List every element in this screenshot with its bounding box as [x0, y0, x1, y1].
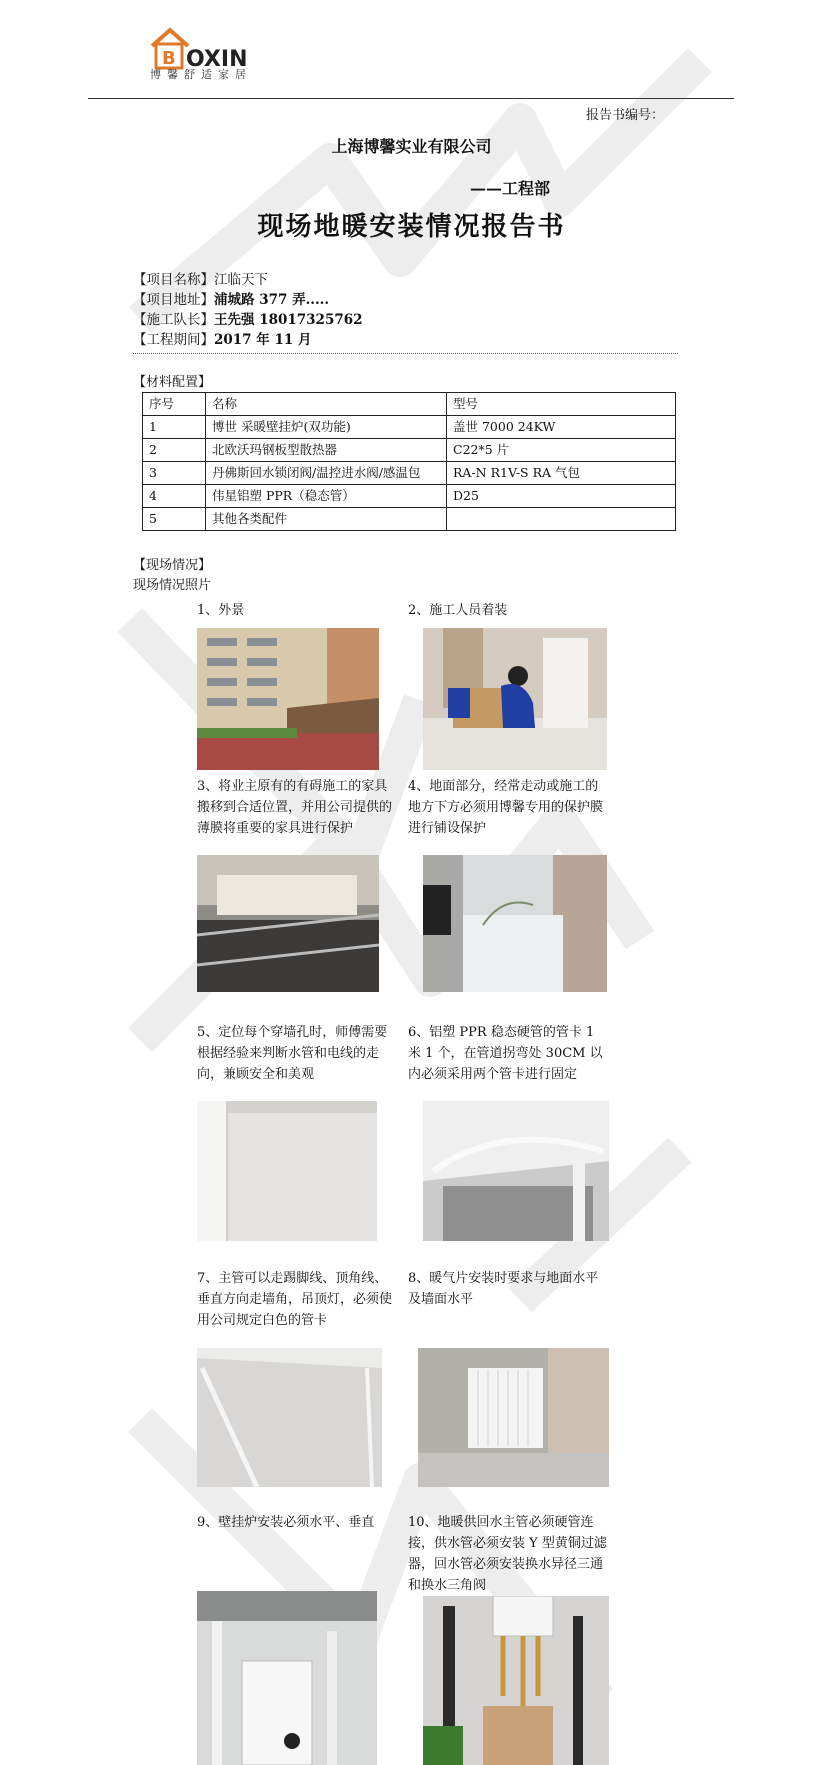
caption-7: 7、主管可以走踢脚线、顶角线、垂直方向走墙角，吊顶灯，必须使用公司规定白色的管卡 [197, 1271, 393, 1328]
photo-main-pipe [197, 1348, 382, 1487]
table-header-row: 序号 名称 型号 [143, 393, 676, 416]
photo-worker [423, 628, 607, 770]
info-project-address: 【项目地址】浦城路 377 弄..... [133, 292, 330, 308]
photo-boiler [197, 1591, 377, 1765]
caption-10: 10、地暖供回水主管必须硬管连接，供水管必须安装 Y 型黄铜过滤器，回水管必须安装换水异径三通和换水三角阀 [408, 1515, 607, 1593]
report-number-label: 报告书编号： [586, 108, 665, 123]
info-project-name: 【项目名称】江临天下 [133, 272, 268, 288]
caption-2: 2、施工人员着装 [408, 603, 508, 618]
department: ——工程部 [470, 179, 551, 198]
materials-table [142, 392, 676, 531]
info-project-period: 【工程期间】2017 年 11 月 [133, 332, 312, 348]
company-name: 上海博馨实业有限公司 [331, 137, 492, 156]
logo-tagline: 博馨舒适家居 [150, 68, 252, 81]
table-row: 3 丹佛斯回水锁闭阀/温控进水阀/感温包 RA-N R1V-S RA 气包 [143, 462, 676, 485]
info-team-leader: 【施工队长】王先强 18017325762 [133, 312, 363, 328]
caption-1: 1、外景 [197, 603, 245, 618]
photo-radiator [418, 1348, 609, 1487]
dotted-divider [133, 353, 678, 354]
caption-3: 3、将业主原有的有碍施工的家具搬移到合适位置，并用公司提供的薄膜将重要的家具进行保护 [197, 779, 393, 836]
photo-exterior [197, 628, 379, 770]
table-row: 5 其他各类配件 [143, 508, 676, 531]
photo-furniture-protection [197, 855, 379, 992]
photo-boiler-pipework [423, 1596, 609, 1765]
caption-6: 6、铝塑 PPR 稳态硬管的管卡 1 米 1 个，在管道拐弯处 30CM 以内必须采用两个管卡进行固定 [408, 1025, 603, 1082]
photo-floor-protection [423, 855, 607, 992]
table-row: 1 博世 采暖壁挂炉(双功能) 盖世 7000 24KW [143, 416, 676, 439]
svg-text:B: B [162, 48, 176, 69]
caption-5: 5、定位每个穿墙孔时，师傅需要根据经验来判断水管和电线的走向，兼顾安全和美观 [197, 1025, 388, 1082]
photo-ppr-pipe-clamps [423, 1101, 609, 1241]
site-title: 【现场情况】 [133, 558, 212, 573]
header-divider [88, 98, 734, 99]
svg-text:OXIN: OXIN [186, 47, 248, 72]
photo-wall-hole [197, 1101, 377, 1241]
materials-title: 【材料配置】 [133, 375, 212, 390]
site-subtitle: 现场情况照片 [133, 578, 212, 593]
caption-9: 9、壁挂炉安装必须水平、垂直 [197, 1515, 375, 1530]
caption-4: 4、地面部分，经常走动或施工的地方下方必须用博馨专用的保护膜进行铺设保护 [408, 779, 604, 836]
table-row: 4 伟星铝塑 PPR（稳态管） D25 [143, 485, 676, 508]
caption-8: 8、暖气片安装时要求与地面水平及墙面水平 [408, 1271, 599, 1307]
page-title: 现场地暖安装情况报告书 [257, 212, 566, 242]
table-row: 2 北欧沃玛钢板型散热器 C22*5 片 [143, 439, 676, 462]
